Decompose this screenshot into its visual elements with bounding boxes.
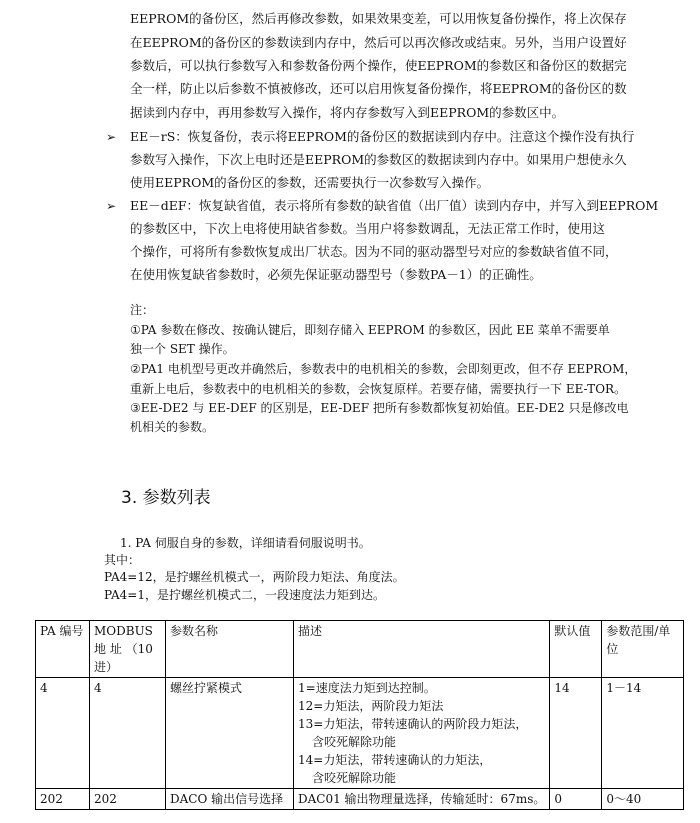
bullet-line: EE－rS：恢复备份，表示将EEPROM的备份区的数据读到内存中。注意这个操作没有执行: [130, 129, 635, 144]
pa-intro-line: 1. PA 伺服自身的参数，详细请看伺服说明书。: [120, 536, 371, 550]
col-header-name: 参数名称: [166, 621, 294, 678]
arrow-bullet-icon: ➢: [106, 199, 117, 213]
bullet-line: 个操作，可将所有参数恢复成出厂状态。因为不同的驱动器型号对应的参数缺省值不同，: [130, 244, 618, 259]
parameter-table: [35, 620, 684, 810]
cell-name: 螺丝拧紧模式: [166, 678, 294, 789]
col-header-pa-no: PA 编号: [36, 621, 90, 678]
col-header-default: 默认值: [550, 621, 602, 678]
intro-line: 全一样，防止以后参数不慎被修改，还可以启用恢复备份操作，将EEPROM的备份区的数: [130, 81, 627, 96]
intro-line: 据读到内存中，再用参数写入操作，将内存参数写入到EEPROM的参数区中。: [130, 105, 565, 120]
col-header-range: [602, 621, 684, 678]
col-header-modbus: [90, 621, 166, 678]
pa-intro-line: PA4=1，是拧螺丝机模式二，一段速度法力矩到达。: [104, 588, 385, 602]
cell-desc: DAC01 输出物理量选择，传输延时：67ms。: [294, 789, 550, 810]
intro-line: 参数后，可以执行参数写入和参数备份两个操作，使EEPROM的参数区和备份区的数据完: [130, 58, 627, 73]
table-row: [36, 789, 684, 810]
bullet-line: 在使用恢复缺省参数时，必须先保证驱动器型号（参数PA－1）的正确性。: [130, 267, 542, 282]
desc-line: 14=力矩法，带转速确认的力矩法，: [298, 753, 492, 767]
cell-modbus: 202: [90, 789, 166, 810]
cell-desc: [294, 678, 550, 789]
cell-name: DACO 输出信号选择: [166, 789, 294, 810]
bullet-line: 的参数区中，下次上电将使用缺省参数。当用户将参数调乱，无法正常工作时，使用这: [130, 221, 606, 236]
col-header-desc: 描述: [294, 621, 550, 678]
cell-pa-no: 4: [36, 678, 90, 789]
section-heading: 3. 参数列表: [121, 488, 211, 508]
notes-label: 注：: [130, 303, 155, 317]
cell-modbus: 4: [90, 678, 166, 789]
desc-line: 含咬死解除功能: [312, 771, 397, 785]
intro-line: 在EEPROM的备份区的参数读到内存中，然后可以再次修改或结束。另外，当用户设置好: [130, 35, 627, 50]
note-line: ①PA 参数在修改、按确认键后，即刻存储入 EEPROM 的参数区，因此 EE 菜单不需要单: [130, 323, 610, 337]
note-line: 重新上电后，参数表中的电机相关的参数，会恢复原样。若要存储，需要执行一下 EE-TOR。: [130, 382, 627, 396]
bullet-line: 参数写入操作，下次上电时还是EEPROM的参数区的数据读到内存中。如果用户想使永久: [130, 152, 627, 167]
note-line: 机相关的参数。: [130, 420, 215, 434]
cell-range: 0～40: [602, 789, 684, 810]
table-row: [36, 678, 684, 789]
bullet-line: 使用EEPROM的备份区的参数，还需要执行一次参数写入操作。: [130, 175, 490, 190]
cell-default: 0: [550, 789, 602, 810]
note-line: 独一个 SET 操作。: [130, 342, 235, 356]
note-line: ②PA1 电机型号更改并确然后，参数表中的电机相关的参数，会即刻更改，但不存 EEPROM，: [130, 362, 637, 376]
desc-line: 12=力矩法，两阶段力矩法: [298, 699, 444, 713]
desc-line: 含咬死解除功能: [312, 735, 397, 749]
table-header-row: [36, 621, 684, 678]
note-line: ③EE-DE2 与 EE-DEF 的区别是，EE-DEF 把所有参数都恢复初始值。EE-DE2 只是修改电: [130, 401, 629, 415]
arrow-bullet-icon: ➢: [106, 130, 117, 144]
pa-intro-line: PA4=12，是拧螺丝机模式一，两阶段力矩法、角度法。: [104, 570, 405, 584]
intro-line: EEPROM的备份区，然后再修改参数，如果效果变差，可以用恢复备份操作，将上次保存: [130, 11, 627, 26]
desc-line: 1=速度法力矩到达控制。: [298, 681, 436, 695]
cell-default: 14: [550, 678, 602, 789]
cell-pa-no: 202: [36, 789, 90, 810]
modbus-header-line: 进）: [94, 660, 119, 674]
range-header-line: 位: [606, 642, 619, 656]
modbus-header-line: MODBUS: [94, 624, 153, 638]
desc-line: 13=力矩法，带转速确认的两阶段力矩法，: [298, 717, 528, 731]
modbus-header-line: 地 址 （10: [94, 642, 153, 656]
pa-intro-line: 其中：: [104, 553, 141, 567]
range-header-line: 参数范围/单: [606, 624, 671, 638]
cell-range: 1－14: [602, 678, 684, 789]
bullet-line: EE－dEF：恢复缺省值，表示将所有参数的缺省值（出厂值）读到内存中，并写入到EEPROM: [130, 198, 659, 213]
